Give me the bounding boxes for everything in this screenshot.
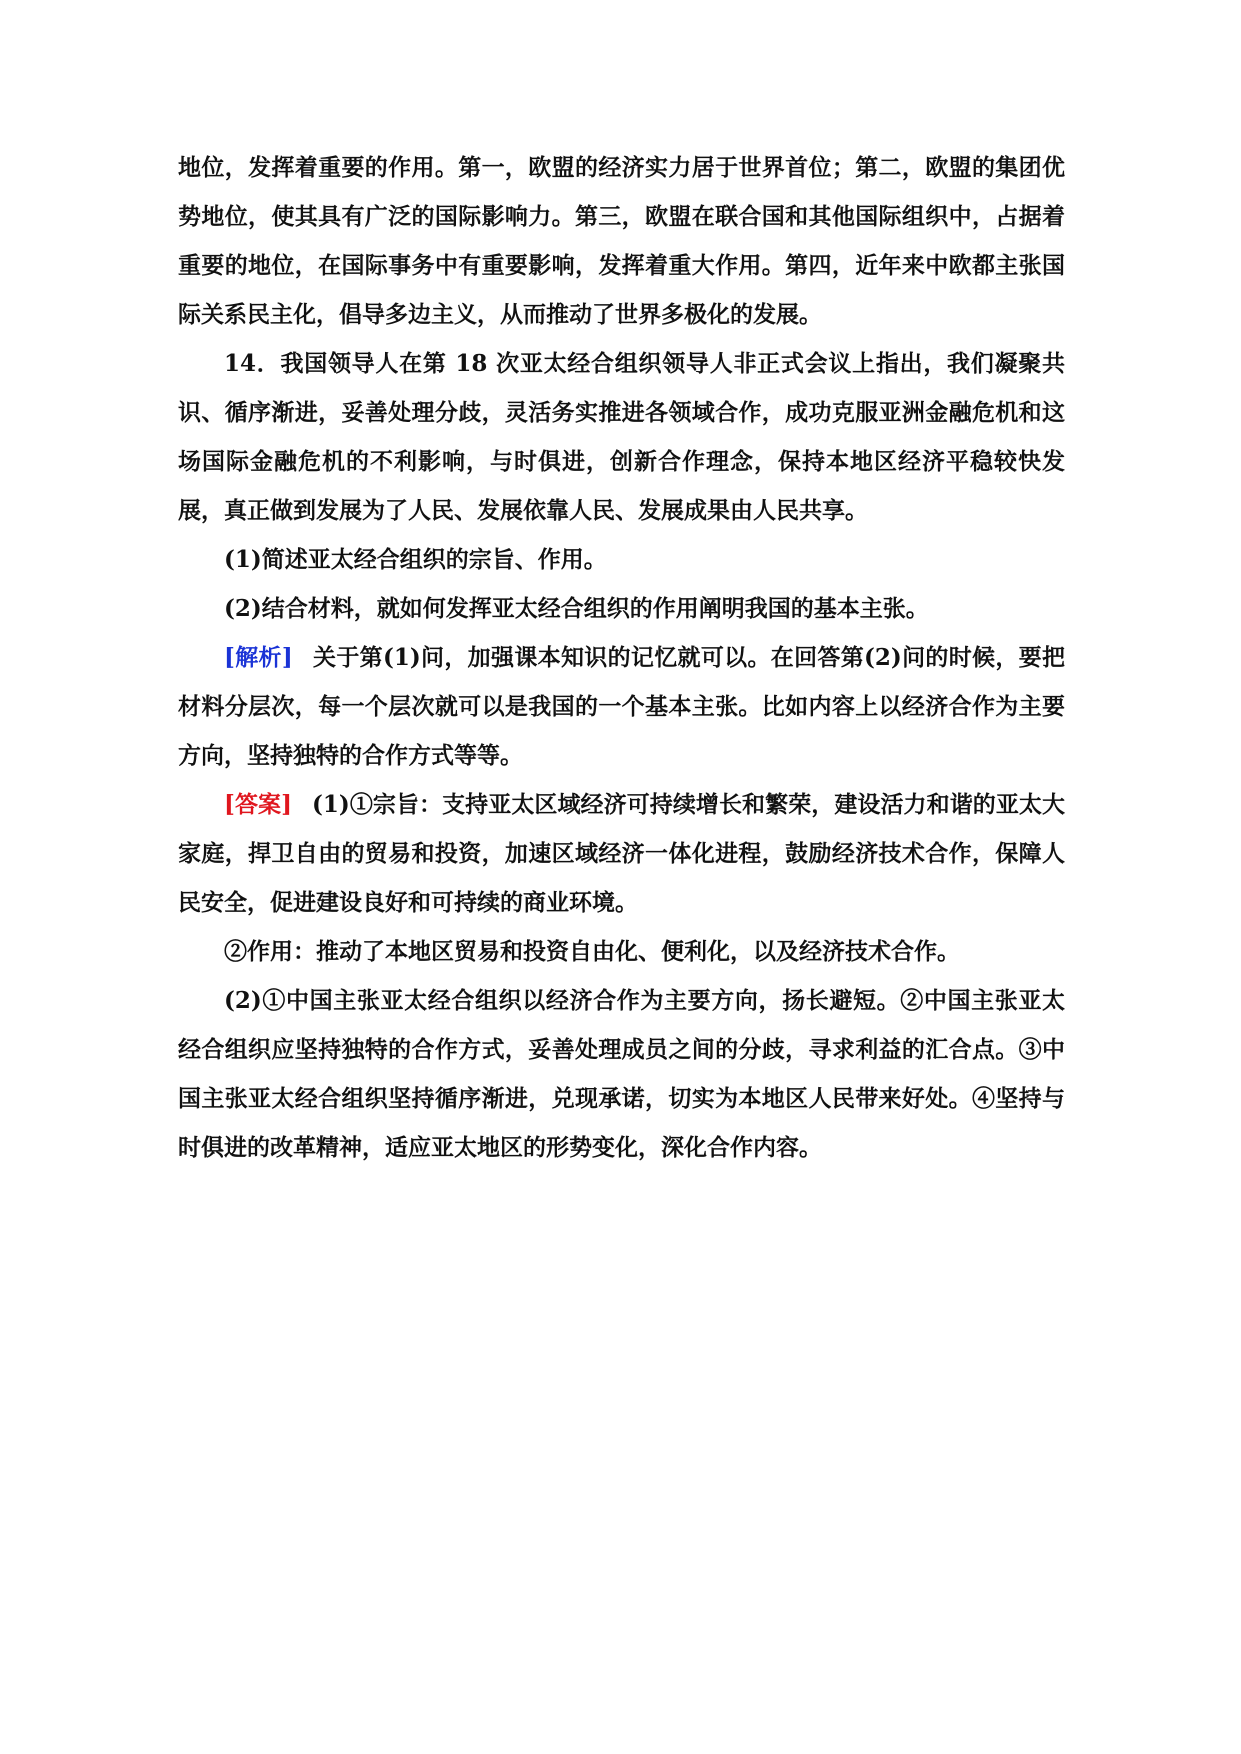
answer-paragraph-2: ②作用：推动了本地区贸易和投资自由化、便利化，以及经济技术合作。 xyxy=(224,938,960,965)
answer-paragraph-3: (2)①中国主张亚太经合组织以经济合作为主要方向，扬长避短。②中国主张亚太经合组织应坚持独特的合作方式，妥善处理成员之间的分歧，寻求利益的汇合点。③中国主张亚太经合组织坚持循序渐进，兑现承诺，切实为本地区人民带来好处。④坚持与时俱进的改革精神，适应亚太地区的形势变化，深化合作内容。 xyxy=(178,987,1065,1161)
question-stem: 14．我国领导人在第 18 次亚太经合组织领导人非正式会议上指出，我们凝聚共识、循序渐进，妥善处理分歧，灵活务实推进各领域合作，成功克服亚洲金融危机和这场国际金融危机的不利影响，与时俱进，创新合作理念，保持本地区经济平稳较快发展，真正做到发展为了人民、发展依靠人民、发展成果由人民共享。 xyxy=(178,350,1065,524)
sub-question-1: (1)简述亚太经合组织的宗旨、作用。 xyxy=(224,546,607,573)
analysis-tag: [解析] xyxy=(224,644,293,671)
analysis-text: 关于第(1)问，加强课本知识的记忆就可以。在回答第(2)问的时候，要把材料分层次，每一个层次就可以是我国的一个基本主张。比如内容上以经济合作为主要方向，坚持独特的合作方式等等。 xyxy=(178,644,1065,769)
analysis-paragraph xyxy=(178,633,1065,780)
answer-part1-text: (1)①宗旨：支持亚太区域经济可持续增长和繁荣，建设活力和谐的亚太大家庭，捍卫自由的贸易和投资，加速区域经济一体化进程，鼓励经济技术合作，保障人民安全，促进建设良好和可持续的商业环境。 xyxy=(178,791,1065,916)
previous-answer-paragraph: 地位，发挥着重要的作用。第一，欧盟的经济实力居于世界首位；第二，欧盟的集团优势地位，使其具有广泛的国际影响力。第三，欧盟在联合国和其他国际组织中，占据着重要的地位，在国际事务中有重要影响，发挥着重大作用。第四，近年来中欧都主张国际关系民主化，倡导多边主义，从而推动了世界多极化的发展。 xyxy=(178,154,1065,328)
answer-paragraph-1 xyxy=(178,780,1065,927)
document-page xyxy=(178,143,1065,1172)
answer-tag: [答案] xyxy=(224,791,292,818)
sub-question-2: (2)结合材料，就如何发挥亚太经合组织的作用阐明我国的基本主张。 xyxy=(224,595,929,622)
